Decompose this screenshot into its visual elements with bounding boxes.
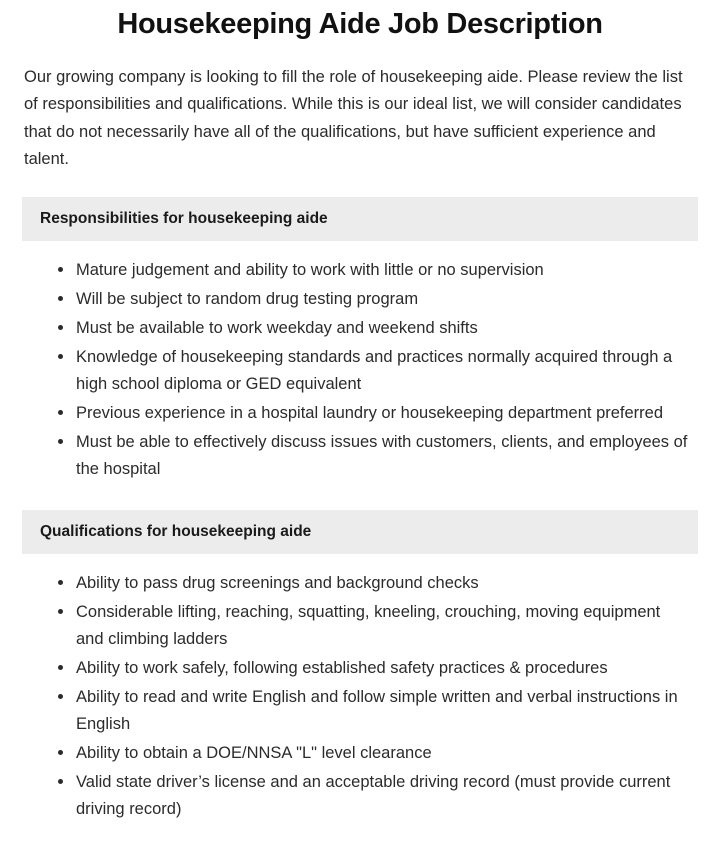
section-header-qualifications: Qualifications for housekeeping aide xyxy=(22,510,698,554)
list-item: Must be available to work weekday and weekend shifts xyxy=(56,315,692,342)
list-item: Mature judgement and ability to work with little or no supervision xyxy=(56,257,692,284)
qualifications-list xyxy=(22,570,698,823)
intro-paragraph: Our growing company is looking to fill the role of housekeeping aide. Please review the list of responsibilities and qualifications. While this is our ideal list, we will consider candidates that do not necessarily have all of the qualifications, but have sufficient experience and talent. xyxy=(24,68,683,168)
section-header-responsibilities: Responsibilities for housekeeping aide xyxy=(22,197,698,241)
job-description-page xyxy=(0,6,720,867)
list-item: Valid state driver’s license and an acceptable driving record (must provide current driving record) xyxy=(56,769,692,823)
list-item: Must be able to effectively discuss issues with customers, clients, and employees of the hospital xyxy=(56,429,692,483)
responsibilities-list xyxy=(22,257,698,483)
list-item: Will be subject to random drug testing program xyxy=(56,286,692,313)
list-item: Ability to obtain a DOE/NNSA "L" level clearance xyxy=(56,740,692,767)
list-item: Ability to read and write English and follow simple written and verbal instructions in English xyxy=(56,684,692,738)
list-item: Previous experience in a hospital laundry or housekeeping department preferred xyxy=(56,400,692,427)
list-item: Ability to pass drug screenings and background checks xyxy=(56,570,692,597)
list-item: Ability to work safely, following established safety practices & procedures xyxy=(56,655,692,682)
list-item: Considerable lifting, reaching, squatting, kneeling, crouching, moving equipment and climbing ladders xyxy=(56,599,692,653)
list-item: Knowledge of housekeeping standards and practices normally acquired through a high school diploma or GED equivalent xyxy=(56,344,692,398)
page-title: Housekeeping Aide Job Description xyxy=(117,8,603,40)
